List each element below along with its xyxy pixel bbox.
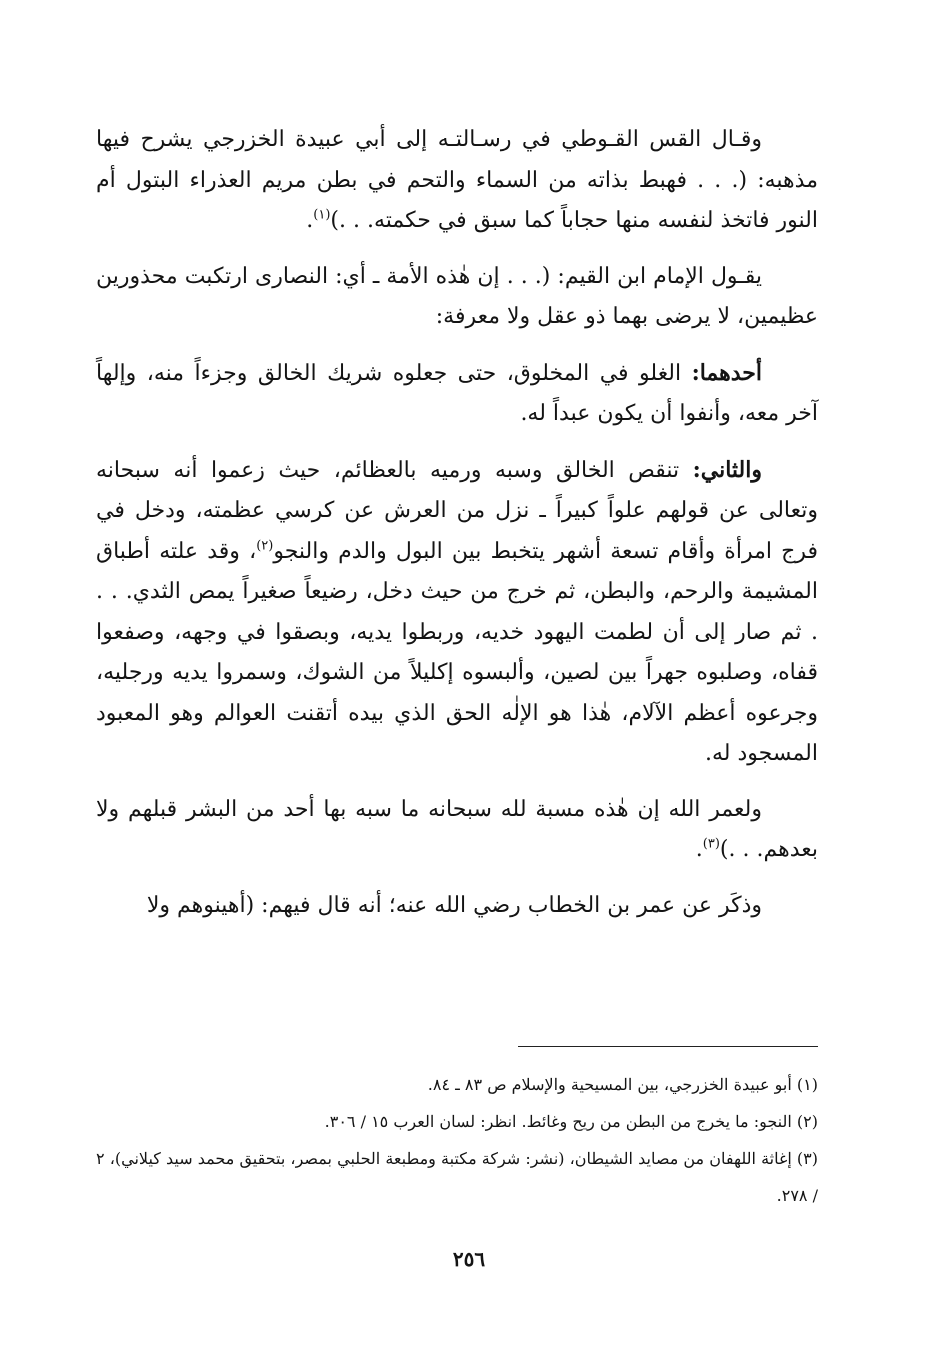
footnote-ref-2: (٢) (256, 538, 274, 554)
footnote-1: (١) أبو عبيدة الخزرجي، بين المسيحية والإسلام ص ٨٣ ـ ٨٤. (427, 1075, 818, 1094)
footnote-2: (٢) النجو: ما يخرج من البطن من ريح وغائط. انظر: لسان العرب ١٥ / ٣٠٦. (324, 1112, 818, 1131)
paragraph-oath (96, 790, 818, 871)
paragraph-tail: . (306, 208, 314, 233)
paragraph-second-point (96, 450, 818, 775)
paragraph-text: ولعمر الله إن هٰذه مسبة لله سبحانه ما سبه بها أحد من البشر قبلهم ولا بعدهم. . .) (96, 796, 818, 862)
footnote-ref-1: (١) (313, 207, 331, 223)
paragraph-text: يقـول الإمام ابن القيم: (. . . إن هٰذه الأمة ـ أي: النصارى ارتكبت محذورين عظيمين، لا يرضى بهما ذو عقل ولا معرفة: (96, 263, 818, 329)
footnote-separator (518, 1046, 818, 1047)
paragraph-lead: أحدهما: (691, 359, 762, 386)
paragraph-tail: ، وقد علته أطباق المشيمة والرحم، والبطن، ثم خرج من حيث دخل، رضيعاً صغيراً يمص الثدي. . . . ثم صار إلى أن لطمت اليهود خديه، وربطوا يديه، وبصقوا في وجهه، وصفعوا قفاه، وصلبوه جهراً بين لصين، وألبسوه إكليلاً من الشوك، وسمروا يديه ورجليه، وجرعوه أعظم الآلام، هٰذا هو الإلٰه الحق الذي بيده أتقنت العوالم وهو المعبود المسجود له. (96, 538, 818, 766)
paragraph-lead: والثاني: (692, 456, 762, 483)
paragraph-ibn-qayyim (96, 257, 818, 338)
paragraph-text: الغلو في المخلوق، حتى جعلوه شريك الخالق وجزءاً منه، وإلهاً آخر معه، وأنفوا أن يكون عبداً له. (96, 360, 818, 426)
paragraph-text: وقـال القس القـوطي في رسـالتـه إلى أبي عبيدة الخزرجي يشرح فيها مذهبه: (. . . فهبط بذاته من السماء والتحم في بطن مريم العذراء البتول أم النور فاتخذ لنفسه منها حجاباً كما سبق في حكمته. . .) (96, 127, 818, 233)
paragraph-qus-letter (96, 120, 818, 242)
footnote-3: (٣) إغاثة اللهفان من مصايد الشيطان، (نشر: شركة مكتبة ومطبعة الحلبي بمصر، بتحقيق محمد سيد كيلاني)، ٢ / ٢٧٨. (96, 1149, 818, 1205)
paragraph-first-point (96, 353, 818, 435)
footnotes (96, 1066, 818, 1214)
main-text (96, 120, 818, 926)
paragraph-umar (96, 886, 818, 927)
paragraph-tail: . (695, 837, 703, 862)
footnote-ref-3: (٣) (702, 836, 720, 852)
paragraph-text: تنقص الخالق وسبه ورميه بالعظائم، حيث زعموا أنه سبحانه وتعالى عن قولهم علواً كبيراً ـ نزل من العرش عن كرسي عظمته، ودخل في فرج امرأة وأقام تسعة أشهر يتخبط بين البول والدم والنجو (96, 457, 818, 564)
paragraph-text: وذكَر عن عمر بن الخطاب رضي الله عنه؛ أنه قال فيهم: (أهينوهم ولا (146, 892, 762, 918)
page-number: ٢٥٦ (452, 1247, 486, 1271)
